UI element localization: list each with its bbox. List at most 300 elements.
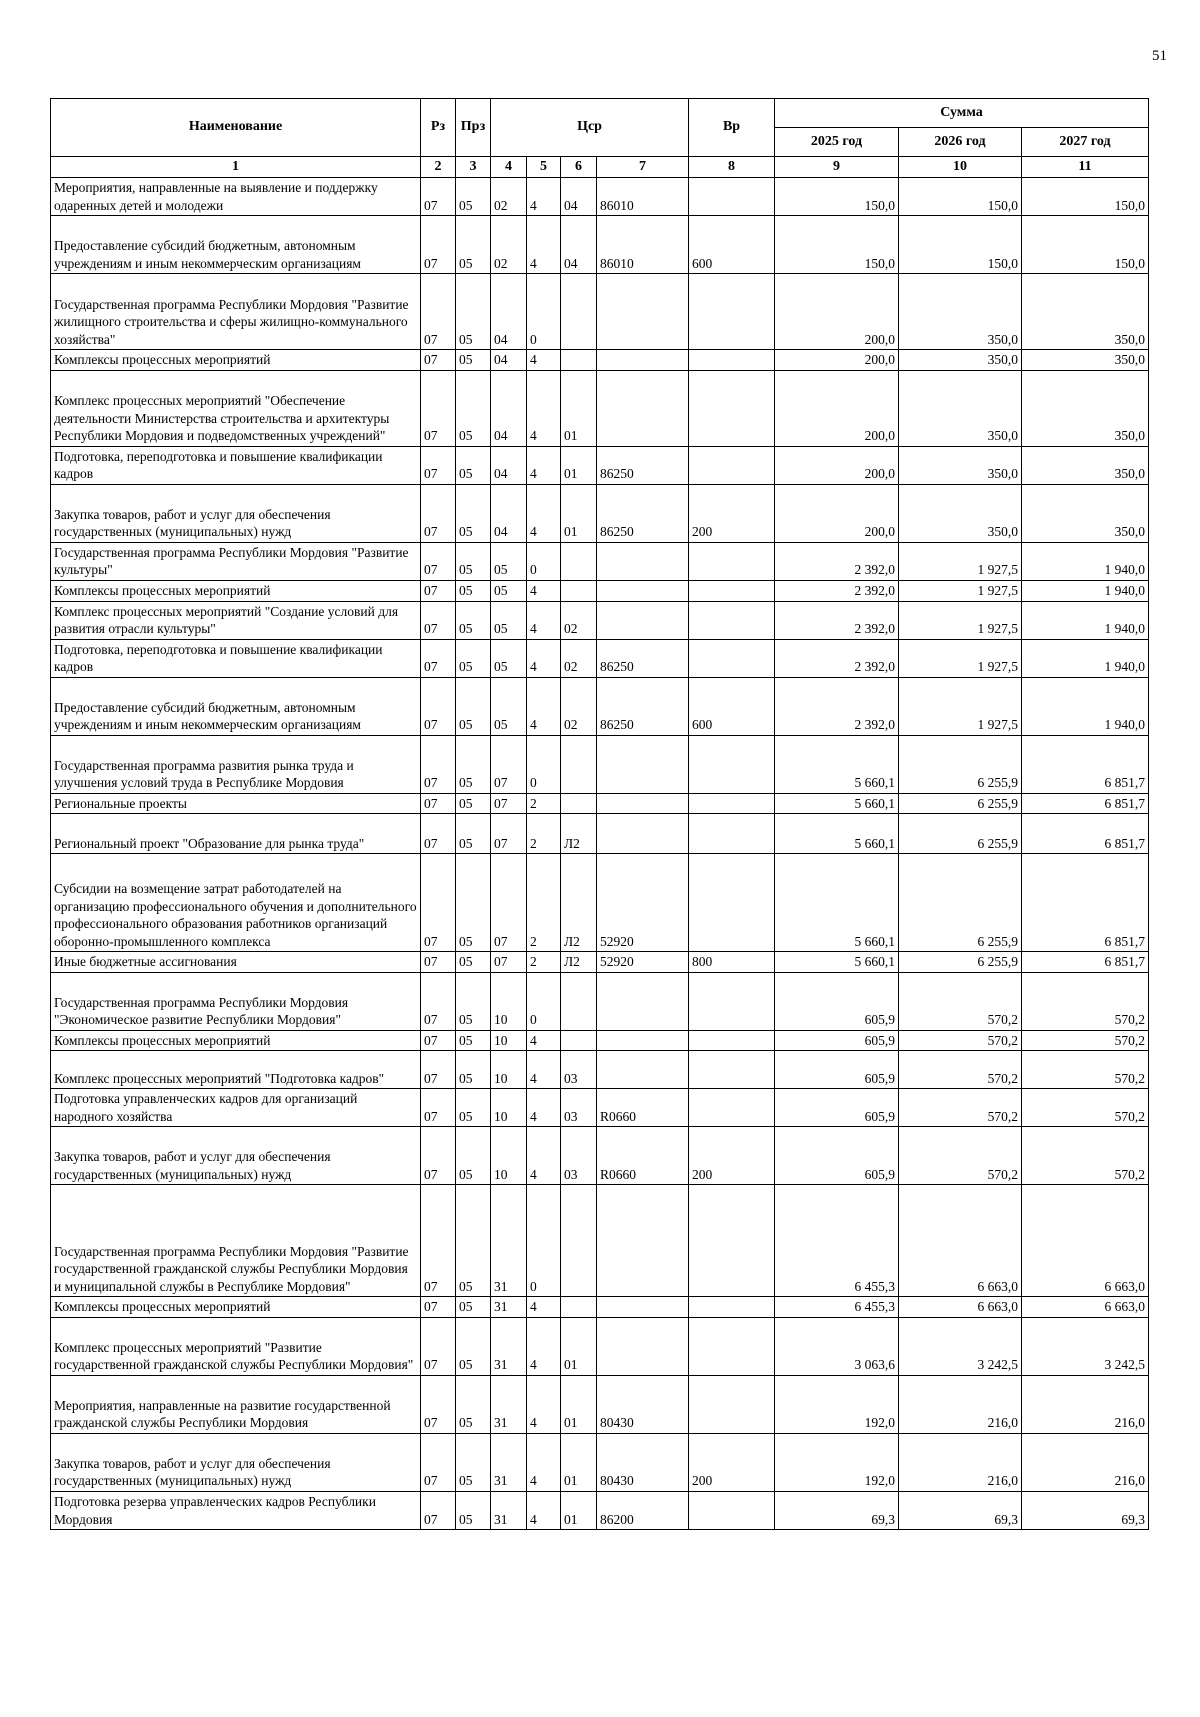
row-csr-direction: 52920 bbox=[597, 854, 689, 952]
row-csr-complex: 02 bbox=[561, 601, 597, 639]
row-amount-2026: 1 927,5 bbox=[899, 639, 1022, 677]
row-vr bbox=[689, 1185, 775, 1297]
row-csr-complex: 02 bbox=[561, 639, 597, 677]
row-csr-direction bbox=[597, 370, 689, 446]
row-amount-2026: 6 255,9 bbox=[899, 735, 1022, 793]
row-amount-2026: 6 663,0 bbox=[899, 1185, 1022, 1297]
row-csr-direction bbox=[597, 1030, 689, 1051]
table-row bbox=[51, 1434, 1149, 1492]
row-rz: 07 bbox=[421, 1376, 456, 1434]
row-csr-type: 2 bbox=[527, 952, 561, 973]
row-amount-2027: 570,2 bbox=[1022, 972, 1149, 1030]
table-row bbox=[51, 1051, 1149, 1089]
table-row bbox=[51, 814, 1149, 854]
row-amount-2027: 6 851,7 bbox=[1022, 793, 1149, 814]
row-csr-type: 4 bbox=[527, 1030, 561, 1051]
row-csr-type: 4 bbox=[527, 216, 561, 274]
row-name: Иные бюджетные ассигнования bbox=[51, 952, 421, 973]
row-csr-complex bbox=[561, 735, 597, 793]
row-amount-2026: 350,0 bbox=[899, 350, 1022, 371]
row-csr-type: 4 bbox=[527, 1492, 561, 1530]
row-name: Комплексы процессных мероприятий bbox=[51, 581, 421, 602]
row-rz: 07 bbox=[421, 1318, 456, 1376]
row-csr-program: 07 bbox=[491, 854, 527, 952]
row-csr-direction bbox=[597, 814, 689, 854]
col-number: 8 bbox=[689, 157, 775, 178]
row-amount-2025: 150,0 bbox=[775, 216, 899, 274]
row-amount-2025: 5 660,1 bbox=[775, 735, 899, 793]
row-csr-program: 31 bbox=[491, 1434, 527, 1492]
row-csr-complex bbox=[561, 972, 597, 1030]
col-number: 9 bbox=[775, 157, 899, 178]
row-rz: 07 bbox=[421, 216, 456, 274]
row-amount-2025: 605,9 bbox=[775, 972, 899, 1030]
table-body bbox=[51, 178, 1149, 1530]
row-csr-type: 4 bbox=[527, 1089, 561, 1127]
row-amount-2027: 1 940,0 bbox=[1022, 542, 1149, 580]
row-csr-direction: 86250 bbox=[597, 639, 689, 677]
row-amount-2027: 1 940,0 bbox=[1022, 677, 1149, 735]
row-amount-2027: 3 242,5 bbox=[1022, 1318, 1149, 1376]
row-csr-program: 31 bbox=[491, 1376, 527, 1434]
row-prz: 05 bbox=[456, 178, 491, 216]
row-prz: 05 bbox=[456, 814, 491, 854]
row-vr bbox=[689, 1376, 775, 1434]
row-prz: 05 bbox=[456, 1030, 491, 1051]
row-amount-2025: 69,3 bbox=[775, 1492, 899, 1530]
row-csr-program: 02 bbox=[491, 216, 527, 274]
row-prz: 05 bbox=[456, 735, 491, 793]
row-vr bbox=[689, 1318, 775, 1376]
row-csr-program: 05 bbox=[491, 581, 527, 602]
row-amount-2027: 350,0 bbox=[1022, 350, 1149, 371]
row-name: Предоставление субсидий бюджетным, автономным учреждениям и иным некоммерческим организациям bbox=[51, 216, 421, 274]
row-amount-2025: 2 392,0 bbox=[775, 542, 899, 580]
row-prz: 05 bbox=[456, 1376, 491, 1434]
row-rz: 07 bbox=[421, 1051, 456, 1089]
row-vr bbox=[689, 274, 775, 350]
row-vr: 600 bbox=[689, 677, 775, 735]
row-amount-2026: 1 927,5 bbox=[899, 601, 1022, 639]
table-row bbox=[51, 1297, 1149, 1318]
row-csr-direction: 80430 bbox=[597, 1434, 689, 1492]
row-csr-type: 4 bbox=[527, 1376, 561, 1434]
row-amount-2025: 6 455,3 bbox=[775, 1185, 899, 1297]
row-vr bbox=[689, 581, 775, 602]
row-name: Мероприятия, направленные на развитие государственной гражданской службы Республики Мордовия bbox=[51, 1376, 421, 1434]
header-rz: Рз bbox=[421, 99, 456, 157]
table-row bbox=[51, 735, 1149, 793]
row-prz: 05 bbox=[456, 446, 491, 484]
row-rz: 07 bbox=[421, 639, 456, 677]
row-amount-2026: 150,0 bbox=[899, 216, 1022, 274]
row-amount-2027: 570,2 bbox=[1022, 1051, 1149, 1089]
row-csr-type: 0 bbox=[527, 1185, 561, 1297]
row-name: Закупка товаров, работ и услуг для обеспечения государственных (муниципальных) нужд bbox=[51, 1434, 421, 1492]
row-rz: 07 bbox=[421, 446, 456, 484]
row-amount-2025: 2 392,0 bbox=[775, 581, 899, 602]
table-row bbox=[51, 484, 1149, 542]
row-vr: 800 bbox=[689, 952, 775, 973]
row-csr-complex: 01 bbox=[561, 484, 597, 542]
row-prz: 05 bbox=[456, 677, 491, 735]
row-csr-direction bbox=[597, 274, 689, 350]
table-row bbox=[51, 1492, 1149, 1530]
row-csr-type: 4 bbox=[527, 1297, 561, 1318]
row-csr-program: 10 bbox=[491, 1089, 527, 1127]
row-vr bbox=[689, 854, 775, 952]
row-csr-complex bbox=[561, 274, 597, 350]
table-row bbox=[51, 1185, 1149, 1297]
row-csr-program: 10 bbox=[491, 1051, 527, 1089]
row-csr-program: 10 bbox=[491, 1030, 527, 1051]
row-amount-2025: 605,9 bbox=[775, 1030, 899, 1051]
row-rz: 07 bbox=[421, 601, 456, 639]
row-amount-2027: 1 940,0 bbox=[1022, 639, 1149, 677]
table-row bbox=[51, 581, 1149, 602]
row-amount-2026: 6 255,9 bbox=[899, 814, 1022, 854]
row-csr-type: 4 bbox=[527, 1434, 561, 1492]
row-prz: 05 bbox=[456, 484, 491, 542]
row-csr-direction: 86010 bbox=[597, 216, 689, 274]
row-vr bbox=[689, 1297, 775, 1318]
row-amount-2026: 1 927,5 bbox=[899, 581, 1022, 602]
row-rz: 07 bbox=[421, 1030, 456, 1051]
row-csr-type: 4 bbox=[527, 446, 561, 484]
table-row bbox=[51, 677, 1149, 735]
row-prz: 05 bbox=[456, 1297, 491, 1318]
table-row bbox=[51, 854, 1149, 952]
row-csr-complex: 01 bbox=[561, 1434, 597, 1492]
row-amount-2025: 2 392,0 bbox=[775, 601, 899, 639]
row-csr-direction: 52920 bbox=[597, 952, 689, 973]
row-csr-type: 0 bbox=[527, 542, 561, 580]
row-vr bbox=[689, 1492, 775, 1530]
row-name: Государственная программа развития рынка труда и улучшения условий труда в Республике Мордовия bbox=[51, 735, 421, 793]
row-amount-2025: 605,9 bbox=[775, 1051, 899, 1089]
row-prz: 05 bbox=[456, 854, 491, 952]
row-amount-2026: 216,0 bbox=[899, 1376, 1022, 1434]
row-csr-direction bbox=[597, 542, 689, 580]
row-amount-2027: 350,0 bbox=[1022, 274, 1149, 350]
row-csr-complex bbox=[561, 350, 597, 371]
row-csr-program: 31 bbox=[491, 1318, 527, 1376]
row-vr bbox=[689, 1051, 775, 1089]
row-rz: 07 bbox=[421, 1089, 456, 1127]
header-vr: Вр bbox=[689, 99, 775, 157]
row-amount-2027: 216,0 bbox=[1022, 1376, 1149, 1434]
row-prz: 05 bbox=[456, 639, 491, 677]
row-prz: 05 bbox=[456, 542, 491, 580]
row-amount-2027: 1 940,0 bbox=[1022, 581, 1149, 602]
row-csr-direction bbox=[597, 735, 689, 793]
row-csr-program: 31 bbox=[491, 1185, 527, 1297]
row-vr bbox=[689, 370, 775, 446]
row-csr-direction bbox=[597, 581, 689, 602]
row-csr-complex: 04 bbox=[561, 216, 597, 274]
row-amount-2027: 6 663,0 bbox=[1022, 1297, 1149, 1318]
row-csr-type: 4 bbox=[527, 677, 561, 735]
row-vr bbox=[689, 793, 775, 814]
header-2025: 2025 год bbox=[775, 128, 899, 157]
table-row bbox=[51, 1089, 1149, 1127]
col-number: 10 bbox=[899, 157, 1022, 178]
row-csr-direction bbox=[597, 1318, 689, 1376]
row-amount-2026: 3 242,5 bbox=[899, 1318, 1022, 1376]
row-rz: 07 bbox=[421, 735, 456, 793]
row-csr-direction: 80430 bbox=[597, 1376, 689, 1434]
row-csr-program: 02 bbox=[491, 178, 527, 216]
row-csr-direction: 86010 bbox=[597, 178, 689, 216]
row-name: Закупка товаров, работ и услуг для обеспечения государственных (муниципальных) нужд bbox=[51, 484, 421, 542]
row-rz: 07 bbox=[421, 972, 456, 1030]
row-csr-complex: 01 bbox=[561, 370, 597, 446]
row-amount-2026: 570,2 bbox=[899, 972, 1022, 1030]
table-row bbox=[51, 370, 1149, 446]
row-name: Государственная программа Республики Мордовия "Развитие культуры" bbox=[51, 542, 421, 580]
row-amount-2026: 1 927,5 bbox=[899, 542, 1022, 580]
row-csr-complex: Л2 bbox=[561, 814, 597, 854]
row-csr-direction: 86200 bbox=[597, 1492, 689, 1530]
row-csr-complex: 04 bbox=[561, 178, 597, 216]
row-amount-2027: 570,2 bbox=[1022, 1089, 1149, 1127]
row-csr-program: 10 bbox=[491, 972, 527, 1030]
row-amount-2025: 200,0 bbox=[775, 484, 899, 542]
row-csr-type: 0 bbox=[527, 274, 561, 350]
row-prz: 05 bbox=[456, 1318, 491, 1376]
table-row bbox=[51, 793, 1149, 814]
row-amount-2026: 150,0 bbox=[899, 178, 1022, 216]
row-csr-program: 05 bbox=[491, 639, 527, 677]
col-number: 5 bbox=[527, 157, 561, 178]
row-rz: 07 bbox=[421, 1492, 456, 1530]
row-amount-2026: 1 927,5 bbox=[899, 677, 1022, 735]
row-amount-2026: 570,2 bbox=[899, 1051, 1022, 1089]
row-name: Комплекс процессных мероприятий "Подготовка кадров" bbox=[51, 1051, 421, 1089]
row-amount-2025: 192,0 bbox=[775, 1434, 899, 1492]
row-csr-type: 4 bbox=[527, 639, 561, 677]
row-csr-program: 05 bbox=[491, 677, 527, 735]
row-amount-2025: 192,0 bbox=[775, 1376, 899, 1434]
row-csr-direction bbox=[597, 972, 689, 1030]
col-number: 7 bbox=[597, 157, 689, 178]
table-row bbox=[51, 972, 1149, 1030]
row-csr-direction: R0660 bbox=[597, 1089, 689, 1127]
row-name: Комплексы процессных мероприятий bbox=[51, 1030, 421, 1051]
row-csr-complex: 01 bbox=[561, 1376, 597, 1434]
row-csr-program: 07 bbox=[491, 735, 527, 793]
row-vr bbox=[689, 350, 775, 371]
row-rz: 07 bbox=[421, 484, 456, 542]
row-name: Государственная программа Республики Мордовия "Развитие государственной гражданской службы Республики Мордовия и муниципальной службы в Республике Мордовия" bbox=[51, 1185, 421, 1297]
row-csr-type: 2 bbox=[527, 854, 561, 952]
row-amount-2027: 69,3 bbox=[1022, 1492, 1149, 1530]
col-number: 3 bbox=[456, 157, 491, 178]
row-prz: 05 bbox=[456, 1492, 491, 1530]
row-amount-2026: 350,0 bbox=[899, 274, 1022, 350]
row-amount-2026: 570,2 bbox=[899, 1030, 1022, 1051]
row-amount-2026: 216,0 bbox=[899, 1434, 1022, 1492]
row-name: Субсидии на возмещение затрат работодателей на организацию профессионального обучения и дополнительного профессионального образования работников организаций оборонно-промышленного комплекса bbox=[51, 854, 421, 952]
row-vr bbox=[689, 1030, 775, 1051]
col-number: 4 bbox=[491, 157, 527, 178]
row-vr bbox=[689, 542, 775, 580]
row-prz: 05 bbox=[456, 216, 491, 274]
header-2026: 2026 год bbox=[899, 128, 1022, 157]
table-row bbox=[51, 274, 1149, 350]
row-amount-2026: 350,0 bbox=[899, 484, 1022, 542]
row-vr bbox=[689, 639, 775, 677]
row-csr-program: 10 bbox=[491, 1127, 527, 1185]
row-csr-program: 05 bbox=[491, 542, 527, 580]
row-csr-direction: 86250 bbox=[597, 677, 689, 735]
row-csr-type: 4 bbox=[527, 178, 561, 216]
row-csr-program: 31 bbox=[491, 1492, 527, 1530]
table-row bbox=[51, 1127, 1149, 1185]
row-name: Комплексы процессных мероприятий bbox=[51, 1297, 421, 1318]
row-prz: 05 bbox=[456, 581, 491, 602]
table-row bbox=[51, 1318, 1149, 1376]
row-vr bbox=[689, 446, 775, 484]
row-csr-program: 07 bbox=[491, 793, 527, 814]
row-amount-2027: 350,0 bbox=[1022, 484, 1149, 542]
row-amount-2025: 605,9 bbox=[775, 1127, 899, 1185]
row-amount-2026: 6 255,9 bbox=[899, 952, 1022, 973]
row-amount-2025: 5 660,1 bbox=[775, 814, 899, 854]
header-prz: Прз bbox=[456, 99, 491, 157]
row-csr-type: 4 bbox=[527, 370, 561, 446]
table-row bbox=[51, 178, 1149, 216]
row-csr-direction bbox=[597, 1185, 689, 1297]
row-amount-2025: 200,0 bbox=[775, 370, 899, 446]
row-csr-program: 04 bbox=[491, 370, 527, 446]
table-row bbox=[51, 216, 1149, 274]
table-row bbox=[51, 446, 1149, 484]
row-rz: 07 bbox=[421, 793, 456, 814]
row-csr-program: 04 bbox=[491, 446, 527, 484]
row-csr-complex bbox=[561, 1297, 597, 1318]
row-amount-2025: 150,0 bbox=[775, 178, 899, 216]
row-vr: 200 bbox=[689, 1127, 775, 1185]
row-amount-2027: 150,0 bbox=[1022, 216, 1149, 274]
row-amount-2025: 5 660,1 bbox=[775, 854, 899, 952]
row-csr-program: 31 bbox=[491, 1297, 527, 1318]
row-csr-type: 4 bbox=[527, 1051, 561, 1089]
row-csr-type: 2 bbox=[527, 793, 561, 814]
row-rz: 07 bbox=[421, 370, 456, 446]
table-row bbox=[51, 542, 1149, 580]
row-csr-direction: 86250 bbox=[597, 446, 689, 484]
row-vr bbox=[689, 814, 775, 854]
row-csr-direction bbox=[597, 350, 689, 371]
row-name: Комплекс процессных мероприятий "Создание условий для развития отрасли культуры" bbox=[51, 601, 421, 639]
header-name: Наименование bbox=[51, 99, 421, 157]
row-amount-2025: 3 063,6 bbox=[775, 1318, 899, 1376]
row-rz: 07 bbox=[421, 952, 456, 973]
row-name: Государственная программа Республики Мордовия "Развитие жилищного строительства и сферы жилищно-коммунального хозяйства" bbox=[51, 274, 421, 350]
row-csr-program: 04 bbox=[491, 274, 527, 350]
row-amount-2027: 6 851,7 bbox=[1022, 735, 1149, 793]
row-amount-2027: 150,0 bbox=[1022, 178, 1149, 216]
row-rz: 07 bbox=[421, 854, 456, 952]
row-csr-direction bbox=[597, 1051, 689, 1089]
row-name: Подготовка управленческих кадров для организаций народного хозяйства bbox=[51, 1089, 421, 1127]
row-vr bbox=[689, 735, 775, 793]
row-amount-2025: 2 392,0 bbox=[775, 677, 899, 735]
row-amount-2026: 6 255,9 bbox=[899, 793, 1022, 814]
row-rz: 07 bbox=[421, 274, 456, 350]
row-csr-complex: 03 bbox=[561, 1051, 597, 1089]
row-csr-type: 2 bbox=[527, 814, 561, 854]
row-amount-2027: 350,0 bbox=[1022, 446, 1149, 484]
row-rz: 07 bbox=[421, 542, 456, 580]
row-csr-direction bbox=[597, 1297, 689, 1318]
row-name: Комплекс процессных мероприятий "Обеспечение деятельности Министерства строительства и архитектуры Республики Мордовия и подведомственных учреждений" bbox=[51, 370, 421, 446]
row-csr-complex bbox=[561, 542, 597, 580]
col-number: 6 bbox=[561, 157, 597, 178]
row-amount-2025: 5 660,1 bbox=[775, 793, 899, 814]
row-vr bbox=[689, 1089, 775, 1127]
budget-table bbox=[50, 98, 1149, 1530]
header-csr: Цср bbox=[491, 99, 689, 157]
row-name: Региональные проекты bbox=[51, 793, 421, 814]
row-csr-type: 4 bbox=[527, 484, 561, 542]
row-csr-program: 07 bbox=[491, 952, 527, 973]
row-csr-program: 05 bbox=[491, 601, 527, 639]
row-amount-2025: 5 660,1 bbox=[775, 952, 899, 973]
row-prz: 05 bbox=[456, 370, 491, 446]
row-amount-2027: 6 851,7 bbox=[1022, 814, 1149, 854]
row-vr bbox=[689, 601, 775, 639]
row-amount-2027: 1 940,0 bbox=[1022, 601, 1149, 639]
row-csr-direction bbox=[597, 793, 689, 814]
row-csr-complex: 01 bbox=[561, 446, 597, 484]
row-amount-2025: 6 455,3 bbox=[775, 1297, 899, 1318]
row-amount-2026: 6 663,0 bbox=[899, 1297, 1022, 1318]
row-name: Подготовка, переподготовка и повышение квалификации кадров bbox=[51, 446, 421, 484]
row-amount-2025: 200,0 bbox=[775, 274, 899, 350]
row-prz: 05 bbox=[456, 1185, 491, 1297]
row-name: Подготовка, переподготовка и повышение квалификации кадров bbox=[51, 639, 421, 677]
row-vr: 200 bbox=[689, 1434, 775, 1492]
row-amount-2025: 605,9 bbox=[775, 1089, 899, 1127]
row-amount-2026: 350,0 bbox=[899, 370, 1022, 446]
row-rz: 07 bbox=[421, 350, 456, 371]
page-number: 51 bbox=[1152, 48, 1167, 64]
row-csr-program: 07 bbox=[491, 814, 527, 854]
row-name: Региональный проект "Образование для рынка труда" bbox=[51, 814, 421, 854]
row-csr-program: 04 bbox=[491, 484, 527, 542]
row-amount-2027: 6 851,7 bbox=[1022, 952, 1149, 973]
row-csr-complex: Л2 bbox=[561, 854, 597, 952]
row-prz: 05 bbox=[456, 1089, 491, 1127]
row-amount-2026: 570,2 bbox=[899, 1127, 1022, 1185]
row-amount-2025: 2 392,0 bbox=[775, 639, 899, 677]
row-prz: 05 bbox=[456, 1434, 491, 1492]
row-prz: 05 bbox=[456, 601, 491, 639]
col-number: 11 bbox=[1022, 157, 1149, 178]
row-vr: 200 bbox=[689, 484, 775, 542]
row-amount-2027: 570,2 bbox=[1022, 1030, 1149, 1051]
row-csr-direction bbox=[597, 601, 689, 639]
row-amount-2027: 350,0 bbox=[1022, 370, 1149, 446]
row-csr-type: 4 bbox=[527, 601, 561, 639]
row-csr-direction: R0660 bbox=[597, 1127, 689, 1185]
col-number: 1 bbox=[51, 157, 421, 178]
row-amount-2027: 570,2 bbox=[1022, 1127, 1149, 1185]
row-amount-2027: 6 663,0 bbox=[1022, 1185, 1149, 1297]
row-amount-2026: 570,2 bbox=[899, 1089, 1022, 1127]
